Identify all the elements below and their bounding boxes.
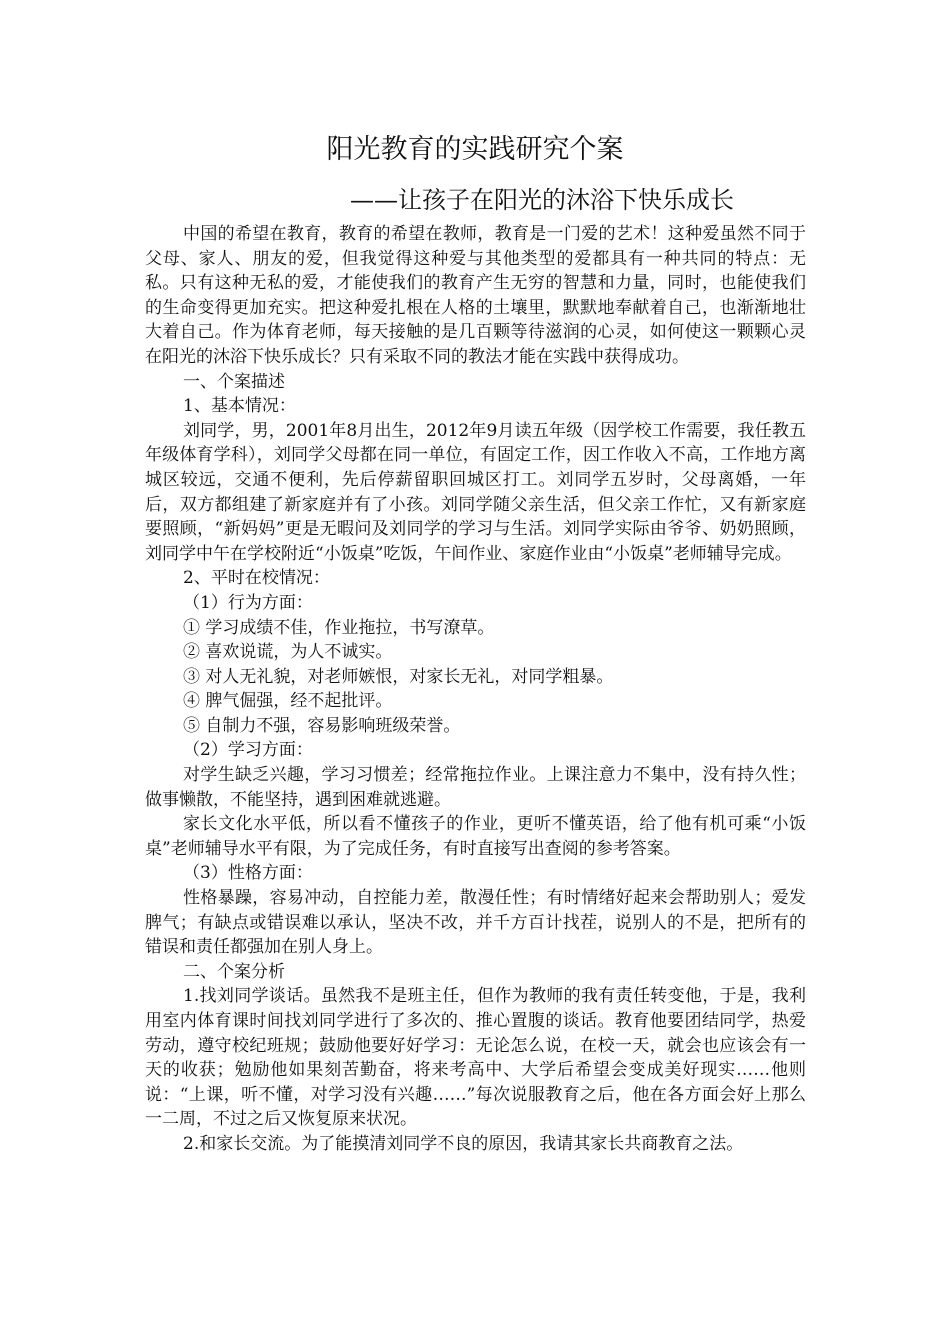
subsection-heading-basic-info: 1、基本情况： [183,396,296,417]
behavior-list-item: ③ 对人无礼貌，对老师嫉恨，对家长无礼，对同学粗暴。 [183,666,614,687]
family-paragraph: 家长文化水平低，所以看不懂孩子的作业，更听不懂英语，给了他有机可乘“小饭桌”老师辅导水平有限，为了完成任务，有时直接写出查阅的参考答案。 [145,814,806,859]
personality-paragraph: 性格暴躁，容易冲动，自控能力差，散漫任性；有时情绪好起来会帮助别人；爱发脾气；有缺点或错误难以承认，坚决不改，并千方百计找茬，说别人的不是，把所有的错误和责任都强加在别人身上。 [145,888,806,958]
behavior-list-item: ① 学习成绩不佳，作业拖拉，书写潦草。 [183,617,495,638]
item-heading-study: （2）学习方面： [183,740,313,761]
analysis-paragraph-parents: 2.和家长交流。为了能摸清刘同学不良的原因，我请其家长共商教育之法。 [183,1133,744,1154]
intro-paragraph: 中国的希望在教育，教育的希望在教师，教育是一门爱的艺术！这种爱虽然不同于父母、家人、朋友的爱，但我觉得这种爱与其他类型的爱都具有一种共同的特点：无私。只有这种无私的爱，才能使我们的教育产生无穷的智慧和力量，同时，也能使我们的生命变得更加充实。把这种爱扎根在人格的土壤里，默默地奉献着自己，也渐渐地壮大着自己。作为体育老师，每天接触的是几百颗等待滋润的心灵，如何使这一颗颗心灵在阳光的沐浴下快乐成长？只有采取不同的教法才能在实践中获得成功。 [145,224,806,367]
basic-info-paragraph: 刘同学，男，2001年8月出生，2012年9月读五年级（因学校工作需要，我任教五年级体育学科），刘同学父母都在同一单位，有固定工作，因工作收入不高，工作地方离城区较远，交通不便利，先后停薪留职回城区打工。刘同学五岁时，父母离婚，一年后，双方都组建了新家庭并有了小孩。刘同学随父亲生活，但父亲工作忙，又有新家庭要照顾，“新妈妈”更是无暇问及刘同学的学习与生活。刘同学实际由爷爷、奶奶照顾，刘同学中午在学校附近“小饭桌”吃饭，午间作业、家庭作业由“小饭桌”老师辅导完成。 [145,420,806,564]
study-paragraph: 对学生缺乏兴趣，学习习惯差；经常拖拉作业。上课注意力不集中，没有持久性；做事懒散，不能坚持，遇到困难就逃避。 [145,765,806,810]
section-heading-case-analysis: 二、个案分析 [183,961,285,982]
page-title: 阳光教育的实践研究个案 [326,134,624,165]
behavior-list-item: ④ 脾气倔强，经不起批评。 [183,691,393,712]
page-subtitle: ——让孩子在阳光的沐浴下快乐成长 [350,186,734,214]
subsection-heading-school-status: 2、平时在校情况： [183,568,330,589]
analysis-paragraph-talk: 1.找刘同学谈话。虽然我不是班主任，但作为教师的我有责任转变他，于是，我利用室内体育课时间找刘同学进行了多次的、推心置腹的谈话。教育他要团结同学，热爱劳动，遵守校纪班规；鼓励他要好好学习：无论怎么说，在校一天，就会也应该会有一天的收获；勉励他如果刻苦勤奋，将来考高中、大学后希望会变成美好现实……他则说：“上课，听不懂，对学习没有兴趣……”每次说服教育之后，他在各方面会好上那么一二周，不过之后又恢复原来状况。 [145,986,806,1130]
item-heading-behavior: （1）行为方面： [183,592,313,613]
behavior-list-item: ② 喜欢说谎，为人不诚实。 [183,642,393,663]
behavior-list-item: ⑤ 自制力不强，容易影响班级荣誉。 [183,715,461,736]
item-heading-personality: （3）性格方面： [183,863,313,884]
document-body [145,222,806,1157]
section-heading-case-description: 一、个案描述 [183,371,285,392]
